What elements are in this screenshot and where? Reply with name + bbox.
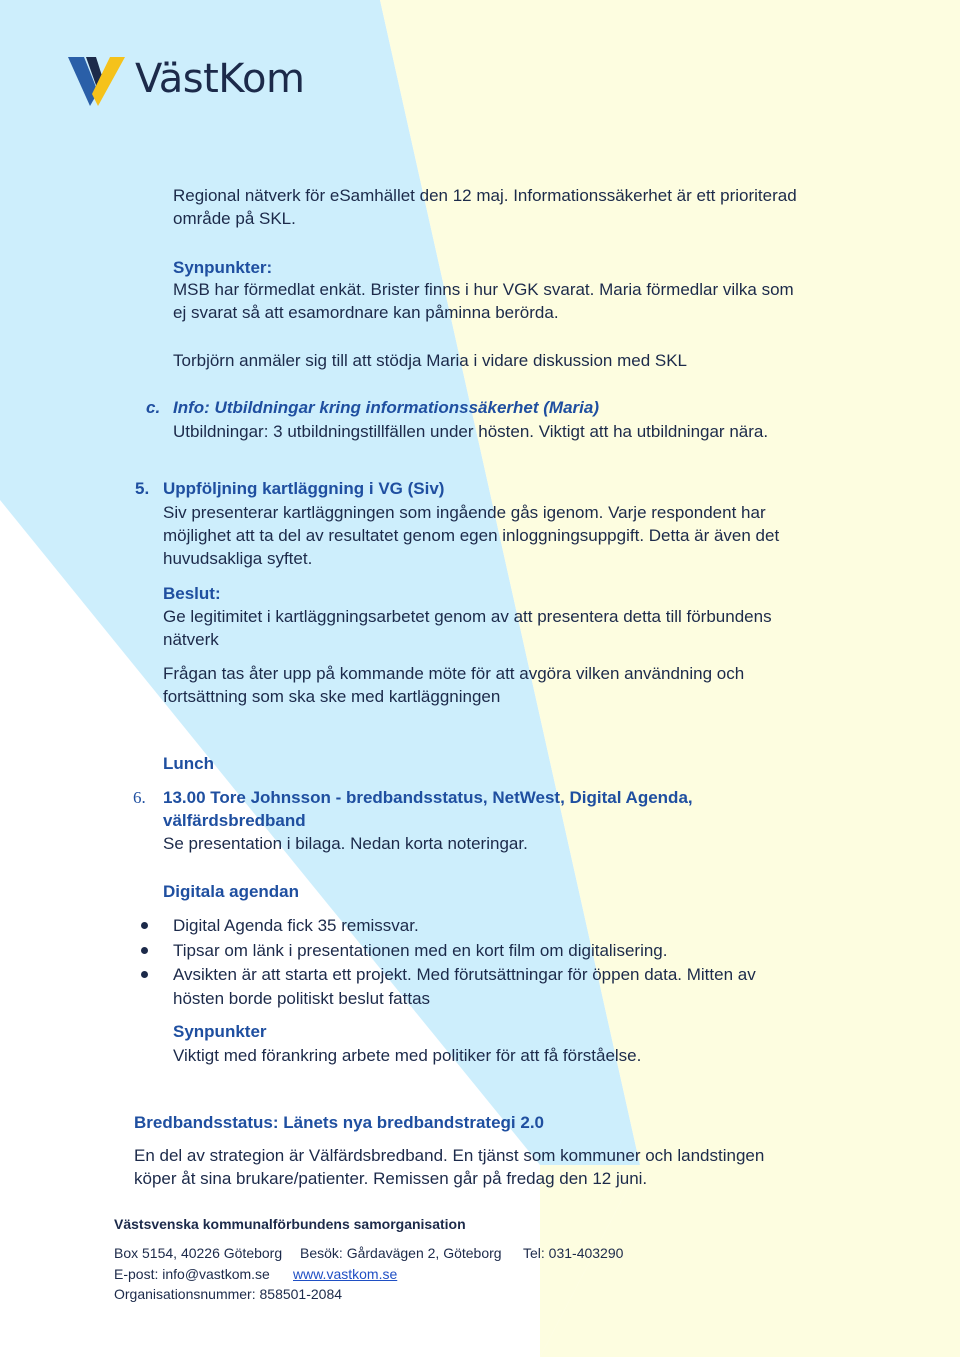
item-5-line-1: Siv presenterar kartläggningen som ingående gås igenom. Varje respondent har (163, 503, 766, 522)
bullet-text: Tipsar om länk i presentationen med en kort film om digitalisering. (173, 941, 668, 960)
item-5-line-3: huvudsakliga syftet. (163, 549, 313, 568)
synpunkter-2-text: Viktigt med förankring arbete med politiker för att få förståelse. (173, 1046, 642, 1065)
footer-org: Västsvenska kommunalförbundens samorganisation (114, 1216, 466, 1232)
bullet-3-line-2: hösten borde politiskt beslut fattas (173, 989, 431, 1008)
item-c-title: Info: Utbildningar kring informationssäkerhet (Maria) (173, 398, 599, 417)
synpunkter-heading: Synpunkter: (173, 258, 273, 277)
synpunkter-line-2: ej svarat så att esamordnare kan påminna berörda. (173, 303, 559, 322)
digitala-agendan-heading: Digitala agendan (163, 882, 300, 901)
bredband-line-2: köper åt sina brukare/patienter. Remissen går på fredag den 12 juni. (134, 1169, 648, 1188)
bullet-text: Digital Agenda fick 35 remissvar. (173, 916, 419, 935)
lunch-heading: Lunch (163, 754, 214, 773)
bullet-icon (141, 947, 148, 954)
bullet-item (173, 963, 756, 987)
footer-address: Box 5154, 40226 Göteborg (114, 1245, 283, 1261)
logo-v-icon (68, 54, 126, 108)
vastkom-logo (68, 52, 308, 108)
bullet-item (173, 939, 667, 963)
beslut-line-2: nätverk (163, 630, 219, 649)
item-6-marker: 6. (133, 788, 146, 807)
intro-line-2: område på SKL. (173, 209, 296, 228)
bredband-line-1: En del av strategion är Välfärdsbredband. En tjänst som kommuner och landstingen (134, 1146, 765, 1165)
item-5-title: Uppföljning kartläggning i VG (Siv) (163, 479, 445, 498)
footer-visit: Besök: Gårdavägen 2, Göteborg (300, 1245, 502, 1261)
item-c-marker: c. (146, 398, 161, 417)
bullet-text: Avsikten är att starta ett projekt. Med förutsättningar för öppen data. Mitten av (173, 965, 756, 984)
item-5-marker: 5. (135, 479, 150, 498)
item-c-text: Utbildningar: 3 utbildningstillfällen under hösten. Viktigt att ha utbildningar nära. (173, 422, 769, 441)
intro-line-1: Regional nätverk för eSamhället den 12 maj. Informationssäkerhet är ett prioriterad (173, 186, 797, 205)
bullet-item (173, 914, 419, 938)
bredband-heading: Bredbandsstatus: Länets nya bredbandstrategi 2.0 (134, 1113, 544, 1132)
footer-phone: Tel: 031-403290 (523, 1245, 624, 1261)
item-6-title-line-1: 13.00 Tore Johnsson - bredbandsstatus, NetWest, Digital Agenda, (163, 788, 693, 807)
item-5-line-2: möjlighet att ta del av resultatet genom egen inloggningsuppgift. Detta är även det (163, 526, 780, 545)
logo-text: VästKom (135, 56, 305, 102)
synpunkter-2-heading: Synpunkter (173, 1022, 267, 1041)
bullet-icon (141, 922, 148, 929)
fragan-line-2: fortsättning som ska ske med kartläggningen (163, 687, 501, 706)
bullet-icon (141, 971, 148, 978)
item-6-text: Se presentation i bilaga. Nedan korta noteringar. (163, 834, 528, 853)
footer-email: E-post: info@vastkom.se (114, 1266, 270, 1282)
beslut-line-1: Ge legitimitet i kartläggningsarbetet genom av att presentera detta till förbundens (163, 607, 772, 626)
footer-web-link[interactable]: www.vastkom.se (293, 1266, 398, 1282)
item-6-title-line-2: välfärdsbredband (163, 811, 306, 830)
torbjorn-note: Torbjörn anmäler sig till att stödja Maria i vidare diskussion med SKL (173, 351, 688, 370)
fragan-line-1: Frågan tas åter upp på kommande möte för att avgöra vilken användning och (163, 664, 745, 683)
footer-orgnr: Organisationsnummer: 858501-2084 (114, 1286, 343, 1302)
synpunkter-line-1: MSB har förmedlat enkät. Brister finns i hur VGK svarat. Maria förmedlar vilka som (173, 280, 794, 299)
beslut-heading: Beslut: (163, 584, 221, 603)
